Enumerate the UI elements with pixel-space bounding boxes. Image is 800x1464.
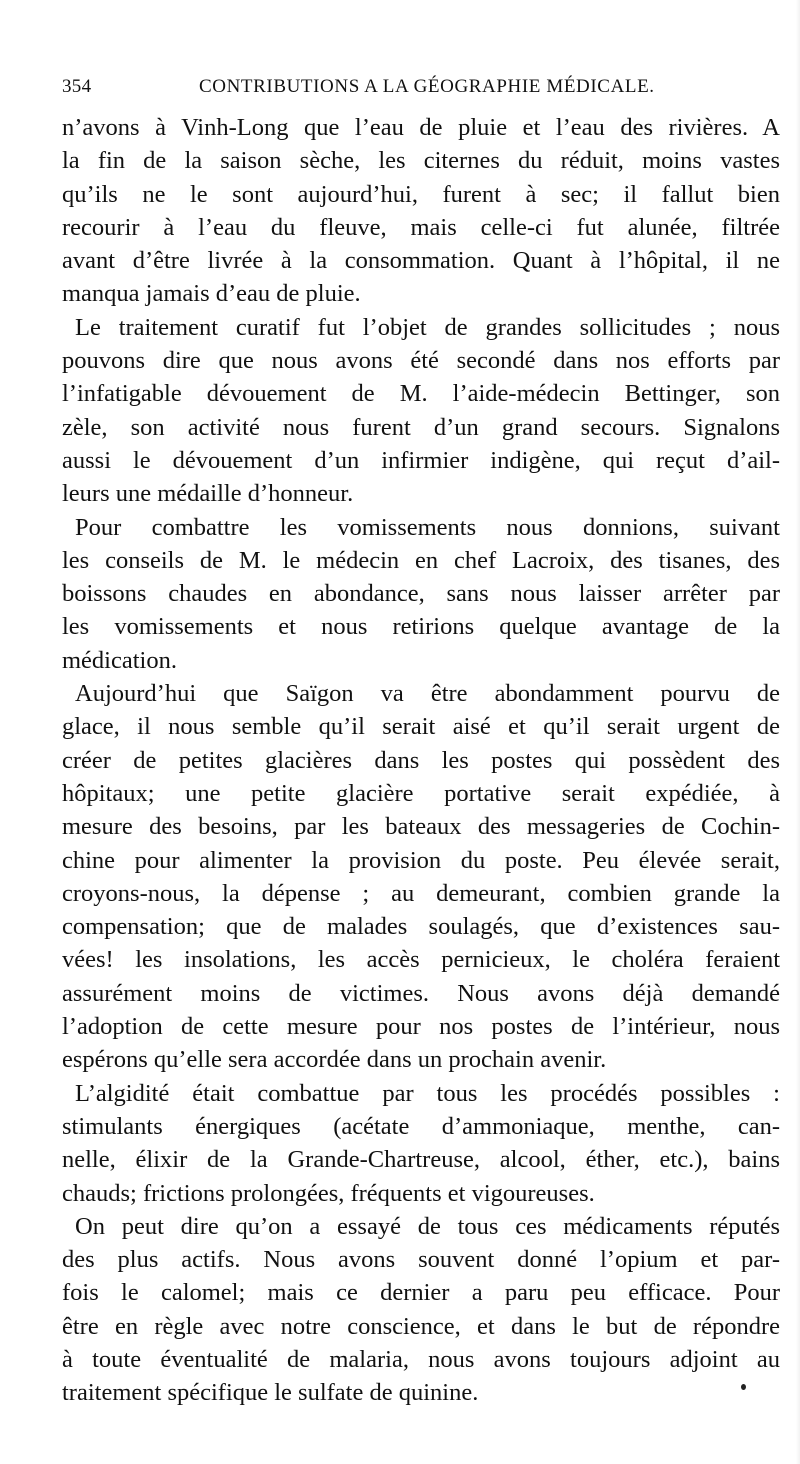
running-title: CONTRIBUTIONS A LA GÉOGRAPHIE MÉDICALE. [199,76,655,97]
text-line: créer de petites glacières dans les postes qui possèdent des [62,746,780,774]
text-line: l’infatigable dévouement de M. l’aide-médecin Bettinger, son [62,380,780,408]
text-line: recourir à l’eau du fleuve, mais celle-ci fut alunée, filtrée [62,213,780,241]
text-line: vées! les insolations, les accès pernicieux, le choléra feraient [62,946,780,974]
text-line: avant d’être livrée à la consommation. Quant à l’hôpital, il ne [62,247,780,275]
text-line: boissons chaudes en abondance, sans nous laisser arrêter par [62,580,780,608]
text-line: médication. [62,646,177,674]
text-line: aussi le dévouement d’un infirmier indigène, qui reçut d’ail- [62,446,780,474]
text-line: à toute éventualité de malaria, nous avons toujours adjoint au [62,1345,780,1373]
text-line: fois le calomel; mais ce dernier a paru peu efficace. Pour [62,1279,780,1307]
text-line: des plus actifs. Nous avons souvent donné l’opium et par- [62,1246,780,1274]
text-line: être en règle avec notre conscience, et dans le but de répondre [62,1312,780,1340]
text-line: l’adoption de cette mesure pour nos postes de l’intérieur, nous [62,1013,780,1041]
text-line: pouvons dire que nous avons été secondé dans nos efforts par [62,347,780,375]
paragraph-start: On peut dire qu’on a essayé de tous ces médicaments réputés [75,1212,780,1240]
text-line: stimulants énergiques (acétate d’ammoniaque, menthe, can- [62,1112,780,1140]
text-line: hôpitaux; une petite glacière portative serait expédiée, à [62,779,780,807]
text-line: nelle, élixir de la Grande-Chartreuse, alcool, éther, etc.), bains [62,1146,780,1174]
text-line: leurs une médaille d’honneur. [62,480,354,508]
page-number: 354 [62,76,92,97]
text-line: espérons qu’elle sera accordée dans un prochain avenir. [62,1046,607,1074]
text-line: zèle, son activité nous furent d’un grand secours. Signalons [62,413,780,441]
text-line: croyons-nous, la dépense ; au demeurant, combien grande la [62,879,780,907]
text-line: n’avons à Vinh-Long que l’eau de pluie et l’eau des rivières. A [62,114,780,141]
running-head [62,76,782,106]
text-line: traitement spécifique le sulfate de quinine. [62,1379,479,1407]
text-line: les conseils de M. le médecin en chef Lacroix, des tisanes, des [62,546,780,574]
ink-speck [741,1384,746,1390]
text-line: chine pour alimenter la provision du poste. Peu élevée serait, [62,846,780,874]
text-line: qu’ils ne le sont aujourd’hui, furent à sec; il fallut bien [62,180,780,208]
body-text [62,111,780,1410]
paragraph-start: Pour combattre les vomissements nous donnions, suivant [75,513,780,541]
text-line: compensation; que de malades soulagés, que d’existences sau- [62,913,780,941]
text-line: les vomissements et nous retirions quelque avantage de la [62,613,780,641]
page-edge [796,0,800,1464]
text-line: manqua jamais d’eau de pluie. [62,280,361,308]
text-line: assurément moins de victimes. Nous avons déjà demandé [62,979,780,1007]
text-line: glace, il nous semble qu’il serait aisé et qu’il serait urgent de [62,713,780,741]
text-line: chauds; frictions prolongées, fréquents et vigoureuses. [62,1179,595,1207]
paragraph-start: Le traitement curatif fut l’objet de grandes sollicitudes ; nous [75,313,780,341]
paragraph-start: Aujourd’hui que Saïgon va être abondamment pourvu de [75,680,780,708]
paragraph-start: L’algidité était combattue par tous les procédés possibles : [75,1079,780,1107]
text-line: la fin de la saison sèche, les citernes du réduit, moins vastes [62,147,780,175]
text-line: mesure des besoins, par les bateaux des messageries de Cochin- [62,813,780,841]
